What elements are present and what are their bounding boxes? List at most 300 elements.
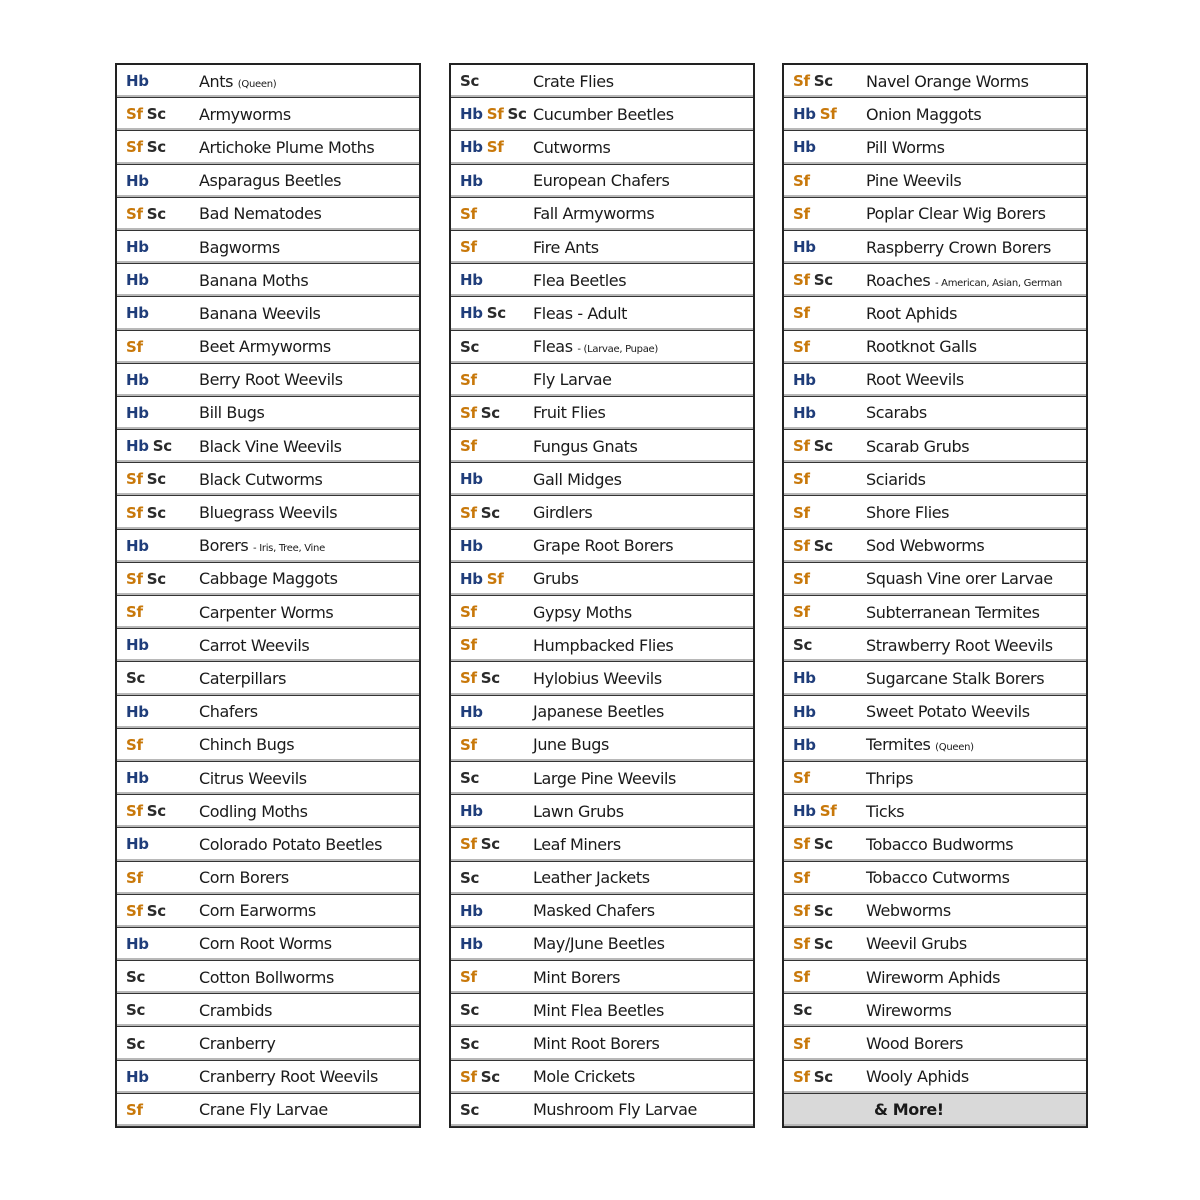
pest-name-text: Tobacco Budworms [866, 834, 1014, 854]
pest-name-text: Cabbage Maggots [199, 569, 338, 589]
pest-name [199, 304, 320, 323]
pest-name-text: Humpbacked Flies [533, 635, 674, 655]
pest-name-text: Cranberry [199, 1034, 276, 1054]
nematode-codes [117, 537, 199, 555]
nematode-codes [451, 570, 533, 588]
pest-name-text: Girdlers [533, 503, 593, 523]
table-row [784, 397, 1086, 430]
nematode-codes [451, 869, 533, 887]
pest-name-text: Fire Ants [533, 237, 599, 257]
nematode-code-sc: Sc [146, 138, 166, 157]
nematode-codes [117, 570, 199, 588]
nematode-code-sc: Sc [146, 569, 166, 588]
pest-name-text: Shore Flies [866, 503, 950, 523]
nematode-codes [451, 1068, 533, 1086]
table-row [451, 297, 753, 330]
nematode-code-sc: Sc [480, 403, 500, 422]
table-row [117, 629, 419, 662]
nematode-codes [451, 703, 533, 721]
nematode-codes [451, 271, 533, 289]
table-row [451, 629, 753, 662]
pest-name-text: Pill Worms [866, 137, 945, 157]
table-row [451, 65, 753, 98]
nematode-code-sf: Sf [793, 204, 810, 223]
nematode-codes [451, 105, 533, 123]
pest-name [199, 1100, 328, 1119]
pest-name [533, 636, 673, 655]
nematode-codes [451, 205, 533, 223]
table-row [451, 1094, 753, 1127]
pest-name [533, 569, 579, 588]
pest-name [533, 370, 612, 389]
nematode-code-hb: Hb [460, 702, 483, 721]
table-row [117, 430, 419, 463]
pest-name [533, 138, 610, 157]
more-label: & More! [874, 1100, 944, 1120]
nematode-codes [784, 72, 866, 90]
table-row [117, 762, 419, 795]
pest-name-text: Raspberry Crown Borers [866, 237, 1051, 257]
nematode-code-sf: Sf [460, 968, 477, 987]
pest-name [533, 603, 632, 622]
pest-name [199, 603, 333, 622]
table-row [117, 264, 419, 297]
pest-name-text: Crate Flies [533, 71, 614, 91]
pest-name [199, 769, 307, 788]
pest-name [533, 72, 614, 91]
table-row [117, 928, 419, 961]
nematode-code-sf: Sf [793, 503, 810, 522]
nematode-codes [451, 238, 533, 256]
nematode-code-sc: Sc [813, 72, 833, 91]
table-row [784, 131, 1086, 164]
nematode-code-sc: Sc [480, 1067, 500, 1086]
pest-name [866, 72, 1029, 91]
pest-note: - Iris, Tree, Vine [253, 543, 325, 555]
nematode-codes [451, 72, 533, 90]
pest-name-text: Scarab Grubs [866, 436, 970, 456]
nematode-code-sf: Sf [819, 105, 837, 124]
pest-name-text: Scarabs [866, 403, 927, 423]
pest-name [199, 138, 374, 157]
nematode-codes [451, 504, 533, 522]
pest-table-column-2 [449, 63, 755, 1128]
nematode-code-sc: Sc [460, 337, 480, 356]
nematode-codes [784, 205, 866, 223]
pest-name-text: Cucumber Beetles [533, 104, 674, 124]
nematode-code-sf: Sf [793, 536, 810, 555]
table-row [784, 563, 1086, 596]
pest-name [533, 735, 609, 754]
table-row [784, 662, 1086, 695]
nematode-codes [784, 736, 866, 754]
pest-name [199, 636, 309, 655]
table-row [451, 397, 753, 430]
nematode-code-sf: Sf [126, 802, 143, 821]
pest-name [866, 1034, 963, 1053]
pest-name [199, 1067, 378, 1086]
nematode-code-hb: Hb [126, 1067, 149, 1086]
pest-name [199, 802, 308, 821]
pest-name [199, 1001, 272, 1020]
pest-name [866, 171, 961, 190]
pest-name [199, 735, 294, 754]
nematode-code-sc: Sc [813, 934, 833, 953]
pest-name-text: Masked Chafers [533, 901, 655, 921]
pest-name [199, 171, 341, 190]
table-row [784, 994, 1086, 1027]
pest-name [866, 370, 964, 389]
nematode-code-hb: Hb [460, 271, 483, 290]
nematode-code-sf: Sf [793, 968, 810, 987]
nematode-code-hb: Hb [460, 138, 483, 157]
pest-name-text: Mole Crickets [533, 1067, 635, 1087]
pest-name [533, 868, 650, 887]
pest-name-text: Thrips [866, 768, 914, 788]
nematode-code-sf: Sf [126, 204, 143, 223]
pest-name-text: Chafers [199, 702, 258, 722]
pest-name-text: Beet Armyworms [199, 337, 331, 357]
nematode-codes [784, 238, 866, 256]
table-row [451, 463, 753, 496]
nematode-codes [117, 869, 199, 887]
pest-name-text: Chinch Bugs [199, 735, 295, 755]
table-row [117, 131, 419, 164]
nematode-codes [784, 1001, 866, 1019]
pest-name-text: Weevil Grubs [866, 934, 967, 954]
table-row [117, 165, 419, 198]
nematode-code-hb: Hb [126, 536, 149, 555]
table-row [451, 762, 753, 795]
nematode-codes [784, 271, 866, 289]
pest-name [199, 238, 280, 257]
nematode-code-sf: Sf [793, 1067, 810, 1086]
nematode-codes [451, 537, 533, 555]
more-row [784, 1094, 1086, 1127]
nematode-codes [117, 802, 199, 820]
nematode-code-hb: Hb [460, 802, 483, 821]
nematode-codes [117, 238, 199, 256]
nematode-codes [117, 703, 199, 721]
table-row [117, 331, 419, 364]
pest-name [533, 702, 664, 721]
nematode-code-sf: Sf [460, 238, 477, 257]
nematode-code-sf: Sf [126, 901, 143, 920]
pest-name [533, 802, 624, 821]
nematode-codes [451, 304, 533, 322]
nematode-codes [117, 271, 199, 289]
nematode-code-hb: Hb [126, 370, 149, 389]
table-row [451, 264, 753, 297]
pest-name [533, 171, 669, 190]
pest-name-text: Webworms [866, 901, 951, 921]
table-row [784, 828, 1086, 861]
pest-name [533, 304, 627, 323]
nematode-code-sc: Sc [146, 503, 166, 522]
nematode-code-sc: Sc [146, 901, 166, 920]
table-row [451, 596, 753, 629]
nematode-codes [117, 437, 199, 455]
nematode-codes [117, 205, 199, 223]
pest-name-text: Bill Bugs [199, 403, 265, 423]
pest-name-text: Bad Nematodes [199, 204, 322, 224]
pest-name-text: Corn Root Worms [199, 934, 332, 954]
table-row [451, 98, 753, 131]
nematode-code-sc: Sc [126, 669, 146, 688]
table-row [451, 994, 753, 1027]
nematode-codes [784, 105, 866, 123]
nematode-codes [117, 504, 199, 522]
nematode-code-hb: Hb [126, 72, 149, 91]
nematode-code-hb: Hb [793, 669, 816, 688]
nematode-code-hb: Hb [793, 370, 816, 389]
pest-name-text: Banana Weevils [199, 303, 321, 323]
nematode-code-sc: Sc [126, 1001, 146, 1020]
nematode-codes [117, 470, 199, 488]
pest-name-text: Fall Armyworms [533, 204, 655, 224]
pest-name [533, 769, 676, 788]
nematode-code-sc: Sc [146, 204, 166, 223]
nematode-codes [784, 437, 866, 455]
table-row [451, 496, 753, 529]
nematode-codes [451, 470, 533, 488]
nematode-codes [117, 1035, 199, 1053]
table-row [117, 397, 419, 430]
nematode-codes [451, 769, 533, 787]
pest-name-text: Bluegrass Weevils [199, 503, 338, 523]
pest-name [533, 271, 626, 290]
pest-name-text: Bagworms [199, 237, 280, 257]
table-row [784, 364, 1086, 397]
pest-name-text: Corn Earworms [199, 901, 316, 921]
nematode-codes [451, 1035, 533, 1053]
pest-name-text: Sod Webworms [866, 536, 985, 556]
pest-name [199, 1034, 275, 1053]
table-row [784, 1027, 1086, 1060]
pest-name-text: Fleas [533, 337, 573, 357]
table-row [451, 795, 753, 828]
nematode-code-sf: Sf [486, 569, 504, 588]
nematode-code-sc: Sc [146, 802, 166, 821]
pest-name-text: Corn Borers [199, 868, 289, 888]
table-row [784, 198, 1086, 231]
pest-name [199, 370, 343, 389]
nematode-codes [784, 1068, 866, 1086]
nematode-codes [117, 736, 199, 754]
table-row [784, 862, 1086, 895]
pest-note: (Queen) [237, 78, 277, 90]
table-row [451, 662, 753, 695]
table-row [784, 463, 1086, 496]
nematode-codes [451, 138, 533, 156]
nematode-code-sf: Sf [793, 72, 810, 91]
nematode-code-sc: Sc [480, 835, 500, 854]
table-row [784, 795, 1086, 828]
pest-name [866, 304, 957, 323]
pest-name-text: Wireworms [866, 1000, 952, 1020]
nematode-code-sf: Sf [460, 603, 477, 622]
pest-name-text: Mushroom Fly Larvae [533, 1100, 697, 1120]
pest-name [533, 337, 658, 356]
nematode-code-hb: Hb [126, 934, 149, 953]
nematode-codes [117, 603, 199, 621]
pest-name [866, 868, 1010, 887]
table-row [784, 629, 1086, 662]
table-row [784, 928, 1086, 961]
nematode-codes [451, 603, 533, 621]
nematode-codes [784, 636, 866, 654]
pest-name [533, 503, 592, 522]
nematode-codes [784, 902, 866, 920]
pest-name [866, 1067, 969, 1086]
nematode-codes [451, 1001, 533, 1019]
table-row [784, 331, 1086, 364]
table-row [784, 895, 1086, 928]
pest-name [533, 934, 665, 953]
pest-name [866, 968, 1000, 987]
pest-name [199, 669, 286, 688]
pest-name-text: Pine Weevils [866, 171, 962, 191]
pest-name-text: Strawberry Root Weevils [866, 635, 1053, 655]
nematode-code-sf: Sf [126, 868, 143, 887]
table-row [784, 297, 1086, 330]
pest-name [866, 735, 974, 754]
pest-name-text: Sweet Potato Weevils [866, 702, 1030, 722]
pest-name-text: Japanese Beetles [533, 702, 664, 722]
pest-name-text: Grubs [533, 569, 579, 589]
nematode-codes [784, 669, 866, 687]
nematode-code-hb: Hb [126, 702, 149, 721]
pest-name [866, 669, 1044, 688]
nematode-code-sc: Sc [460, 1001, 480, 1020]
pest-name [866, 470, 926, 489]
nematode-codes [784, 1035, 866, 1053]
nematode-code-sf: Sf [793, 337, 810, 356]
nematode-code-hb: Hb [460, 105, 483, 124]
nematode-code-sc: Sc [460, 1100, 480, 1119]
pest-name-text: Black Cutworms [199, 469, 323, 489]
table-row [451, 331, 753, 364]
pest-name-text: Root Aphids [866, 303, 958, 323]
nematode-codes [117, 902, 199, 920]
pest-name-text: Roaches [866, 270, 931, 290]
pest-name [533, 403, 605, 422]
nematode-code-sf: Sf [793, 569, 810, 588]
nematode-code-sf: Sf [126, 735, 143, 754]
table-row [784, 961, 1086, 994]
pest-name [199, 536, 325, 555]
pest-name [199, 934, 332, 953]
table-row [117, 297, 419, 330]
nematode-code-hb: Hb [126, 437, 149, 456]
nematode-code-sc: Sc [793, 636, 813, 655]
nematode-codes [117, 304, 199, 322]
table-row [117, 563, 419, 596]
pest-note: - (Larvae, Pupae) [577, 344, 659, 356]
table-row [117, 994, 419, 1027]
table-row [117, 1061, 419, 1094]
table-row [451, 131, 753, 164]
pest-name [866, 105, 981, 124]
table-row [451, 828, 753, 861]
table-row [451, 862, 753, 895]
pest-name [866, 204, 1046, 223]
pest-name [199, 968, 334, 987]
table-row [784, 231, 1086, 264]
nematode-code-sc: Sc [486, 304, 506, 323]
pest-name-text: Fruit Flies [533, 403, 606, 423]
nematode-code-sf: Sf [793, 1034, 810, 1053]
nematode-codes [451, 835, 533, 853]
nematode-code-sf: Sf [793, 868, 810, 887]
nematode-code-sc: Sc [460, 72, 480, 91]
nematode-code-sc: Sc [813, 536, 833, 555]
nematode-code-sc: Sc [460, 769, 480, 788]
table-row [784, 65, 1086, 98]
nematode-codes [784, 470, 866, 488]
nematode-code-sf: Sf [793, 304, 810, 323]
table-row [784, 762, 1086, 795]
nematode-codes [117, 172, 199, 190]
pest-name-text: Fungus Gnats [533, 436, 638, 456]
table-row [117, 696, 419, 729]
nematode-codes [451, 437, 533, 455]
pest-name [533, 1001, 664, 1020]
pest-name [199, 337, 331, 356]
nematode-codes [784, 304, 866, 322]
nematode-code-hb: Hb [126, 403, 149, 422]
table-row [117, 231, 419, 264]
nematode-code-hb: Hb [793, 802, 816, 821]
table-row [117, 596, 419, 629]
table-row [117, 729, 419, 762]
pest-name [866, 702, 1030, 721]
table-row [784, 165, 1086, 198]
nematode-code-sf: Sf [126, 337, 143, 356]
nematode-codes [451, 802, 533, 820]
pest-name [199, 569, 338, 588]
nematode-codes [451, 371, 533, 389]
table-row [784, 98, 1086, 131]
pest-name [199, 105, 291, 124]
nematode-code-hb: Hb [460, 901, 483, 920]
pest-table-column-1 [115, 63, 421, 1128]
table-row [451, 530, 753, 563]
pest-name [533, 238, 599, 257]
nematode-code-sc: Sc [813, 437, 833, 456]
nematode-code-sf: Sf [460, 636, 477, 655]
pest-name-text: Termites [866, 735, 931, 755]
pest-name-text: Mint Root Borers [533, 1034, 660, 1054]
pest-name [533, 105, 674, 124]
pest-name [199, 835, 382, 854]
table-row [784, 1061, 1086, 1094]
nematode-code-sf: Sf [126, 138, 143, 157]
table-row [784, 496, 1086, 529]
pest-name [866, 802, 904, 821]
table-row [117, 1094, 419, 1127]
nematode-codes [117, 371, 199, 389]
nematode-code-sf: Sf [486, 138, 504, 157]
nematode-codes [117, 669, 199, 687]
nematode-codes [451, 338, 533, 356]
pest-name [199, 72, 276, 91]
nematode-codes [451, 636, 533, 654]
table-row [451, 895, 753, 928]
pest-name-text: Leather Jackets [533, 868, 650, 888]
pest-name [866, 1001, 951, 1020]
nematode-code-sc: Sc [152, 437, 172, 456]
